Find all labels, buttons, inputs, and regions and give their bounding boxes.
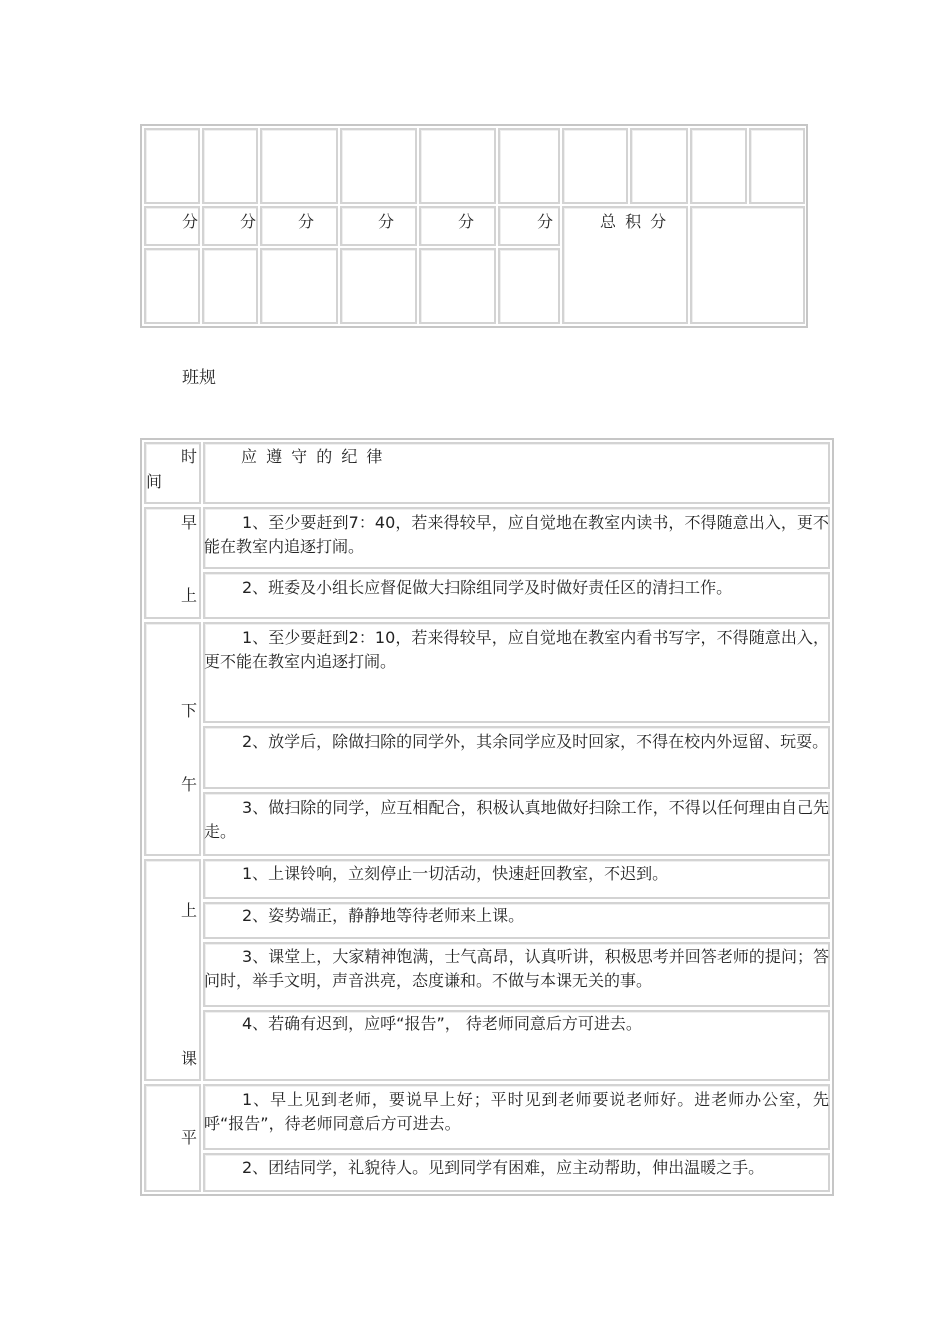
rule-text: 1、至少要赶到2：10，若来得较早，应自觉地在教室内看书写字，不得随意出入，更不能在教室内追逐打闹。 bbox=[204, 628, 829, 671]
time-header-part2: 间 bbox=[146, 472, 163, 491]
rule-text: 2、团结同学，礼貌待人。见到同学有困难，应主动帮助，伸出温暖之手。 bbox=[242, 1158, 765, 1177]
section-title: 班规 bbox=[182, 368, 216, 388]
time-label: 早 bbox=[181, 513, 198, 532]
rules-header: 应 遵 守 的 纪 律 bbox=[241, 447, 385, 466]
time-cell-afternoon bbox=[144, 622, 201, 856]
score-cell bbox=[340, 128, 417, 204]
score-cell bbox=[260, 128, 338, 204]
score-label: 分 bbox=[537, 212, 556, 231]
time-label: 上 bbox=[181, 901, 198, 920]
time-label: 课 bbox=[181, 1049, 198, 1068]
score-cell bbox=[340, 248, 417, 324]
score-cell bbox=[202, 128, 258, 204]
score-label: 分 bbox=[458, 212, 477, 231]
time-label: 上 bbox=[181, 586, 198, 605]
rule-text: 2、班委及小组长应督促做大扫除组同学及时做好责任区的清扫工作。 bbox=[242, 578, 733, 597]
score-label: 分 bbox=[378, 212, 397, 231]
time-label: 平 bbox=[181, 1128, 198, 1147]
score-cell bbox=[498, 248, 560, 324]
score-cell bbox=[144, 248, 200, 324]
rule-text: 4、若确有迟到，应呼“报告”， 待老师同意后方可进去。 bbox=[242, 1014, 642, 1033]
score-cell bbox=[630, 128, 688, 204]
score-cell bbox=[202, 248, 258, 324]
rule-text: 1、早上见到老师，要说早上好；平时见到老师要说老师好。进老师办公室，先呼“报告”，待老师同意后方可进去。 bbox=[204, 1090, 829, 1133]
time-header-part1: 时 bbox=[181, 447, 198, 466]
score-cell bbox=[749, 128, 805, 204]
total-score-label: 总 积 分 bbox=[600, 212, 669, 231]
score-cell bbox=[690, 128, 747, 204]
time-cell-class bbox=[144, 859, 201, 1081]
rule-text: 3、课堂上，大家精神饱满，士气高昂，认真听讲，积极思考并回答老师的提问；答问时，举手文明，声音洪亮，态度谦和。不做与本课无关的事。 bbox=[204, 947, 829, 990]
rule-text: 3、做扫除的同学，应互相配合，积极认真地做好扫除工作，不得以任何理由自己先走。 bbox=[204, 798, 829, 841]
score-cell bbox=[144, 128, 200, 204]
score-cell bbox=[419, 248, 496, 324]
score-label: 分 bbox=[298, 212, 317, 231]
rule-text: 1、上课铃响，立刻停止一切活动，快速赶回教室，不迟到。 bbox=[242, 864, 669, 883]
rule-text: 2、姿势端正，静静地等待老师来上课。 bbox=[242, 906, 525, 925]
total-score-value-cell bbox=[690, 206, 805, 324]
score-cell bbox=[260, 248, 338, 324]
score-cell bbox=[498, 128, 560, 204]
time-label: 午 bbox=[181, 775, 198, 794]
rule-text: 1、至少要赶到7：40，若来得较早，应自觉地在教室内读书，不得随意出入，更不能在教室内追逐打闹。 bbox=[204, 513, 829, 556]
rule-text: 2、放学后，除做扫除的同学外，其余同学应及时回家，不得在校内外逗留、玩耍。 bbox=[242, 732, 829, 751]
time-label: 下 bbox=[181, 701, 198, 720]
score-label: 分 bbox=[182, 212, 201, 231]
score-label: 分 bbox=[240, 212, 259, 231]
score-cell bbox=[562, 128, 628, 204]
score-cell bbox=[419, 128, 496, 204]
